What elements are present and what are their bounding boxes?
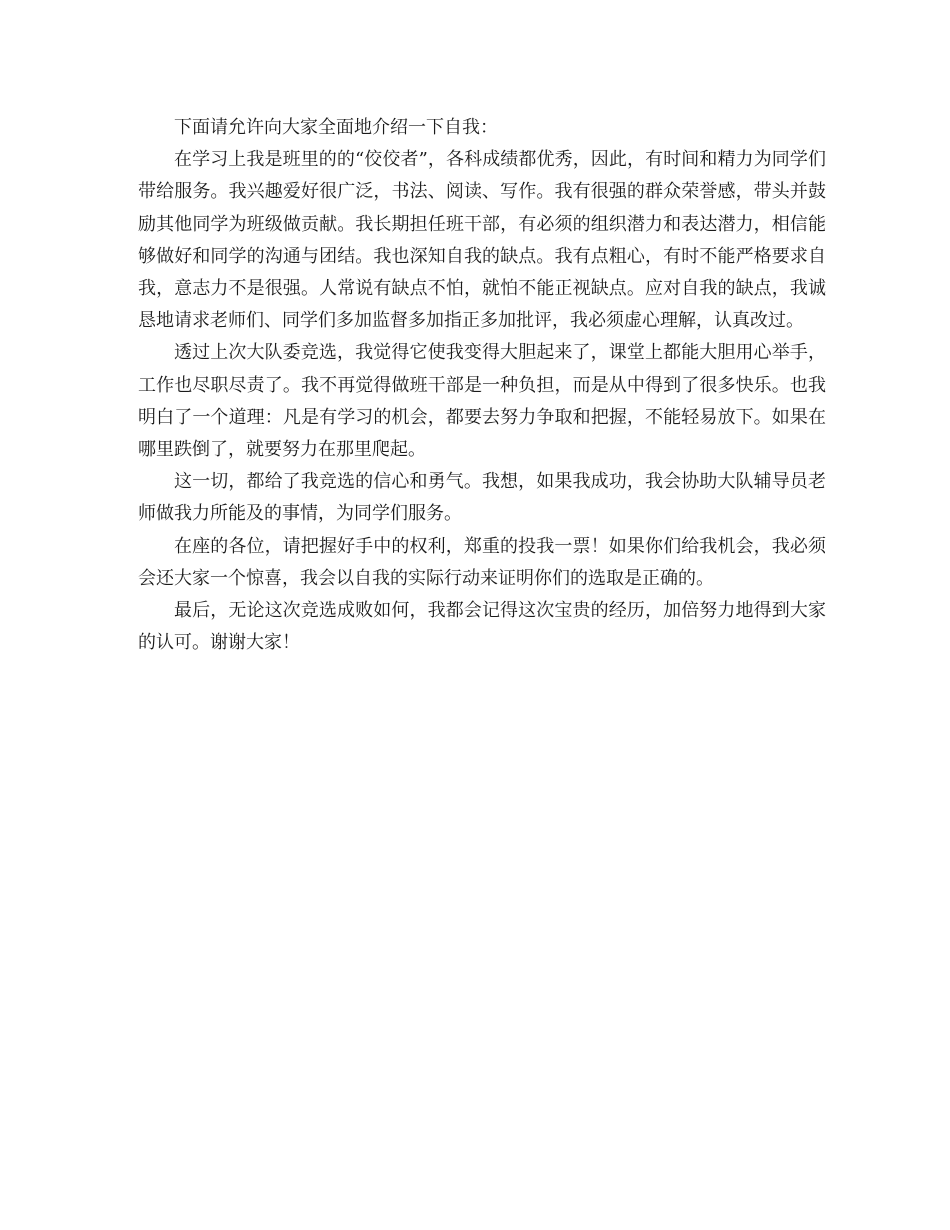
- paragraph-confidence: 这一切，都给了我竞选的信心和勇气。我想，如果我成功，我会协助大队辅导员老师做我力所能及的事情，为同学们服务。: [138, 471, 826, 525]
- paragraph-appeal: 在座的各位，请把握好手中的权利，郑重的投我一票！如果你们给我机会，我必须会还大家一个惊喜，我会以自我的实际行动来证明你们的选取是正确的。: [138, 535, 826, 589]
- paragraph-closing: 最后，无论这次竞选成败如何，我都会记得这次宝贵的经历，加倍努力地得到大家的认可。谢谢大家！: [138, 600, 826, 654]
- paragraph-study: 在学习上我是班里的的“佼佼者”，各科成绩都优秀，因此，有时间和精力为同学们带给服务。我兴趣爱好很广泛，书法、阅读、写作。我有很强的群众荣誉感，带头并鼓励其他同学为班级做贡献。我长期担任班干部，有必须的组织潜力和表达潜力，相信能够做好和同学的沟通与团结。我也深知自我的缺点。我有点粗心，有时不能严格要求自我，意志力不是很强。人常说有缺点不怕，就怕不能正视缺点。应对自我的缺点，我诚恳地请求老师们、同学们多加监督多加指正多加批评，我必须虚心理解，认真改过。: [138, 149, 826, 332]
- document-body: [138, 112, 826, 659]
- paragraph-experience: 透过上次大队委竞选，我觉得它使我变得大胆起来了，课堂上都能大胆用心举手，工作也尽职尽责了。我不再觉得做班干部是一种负担，而是从中得到了很多快乐。也我明白了一个道理：凡是有学习的机会，都要去努力争取和把握，不能轻易放下。如果在哪里跌倒了，就要努力在那里爬起。: [138, 342, 826, 461]
- paragraph-intro: 下面请允许向大家全面地介绍一下自我：: [174, 117, 498, 138]
